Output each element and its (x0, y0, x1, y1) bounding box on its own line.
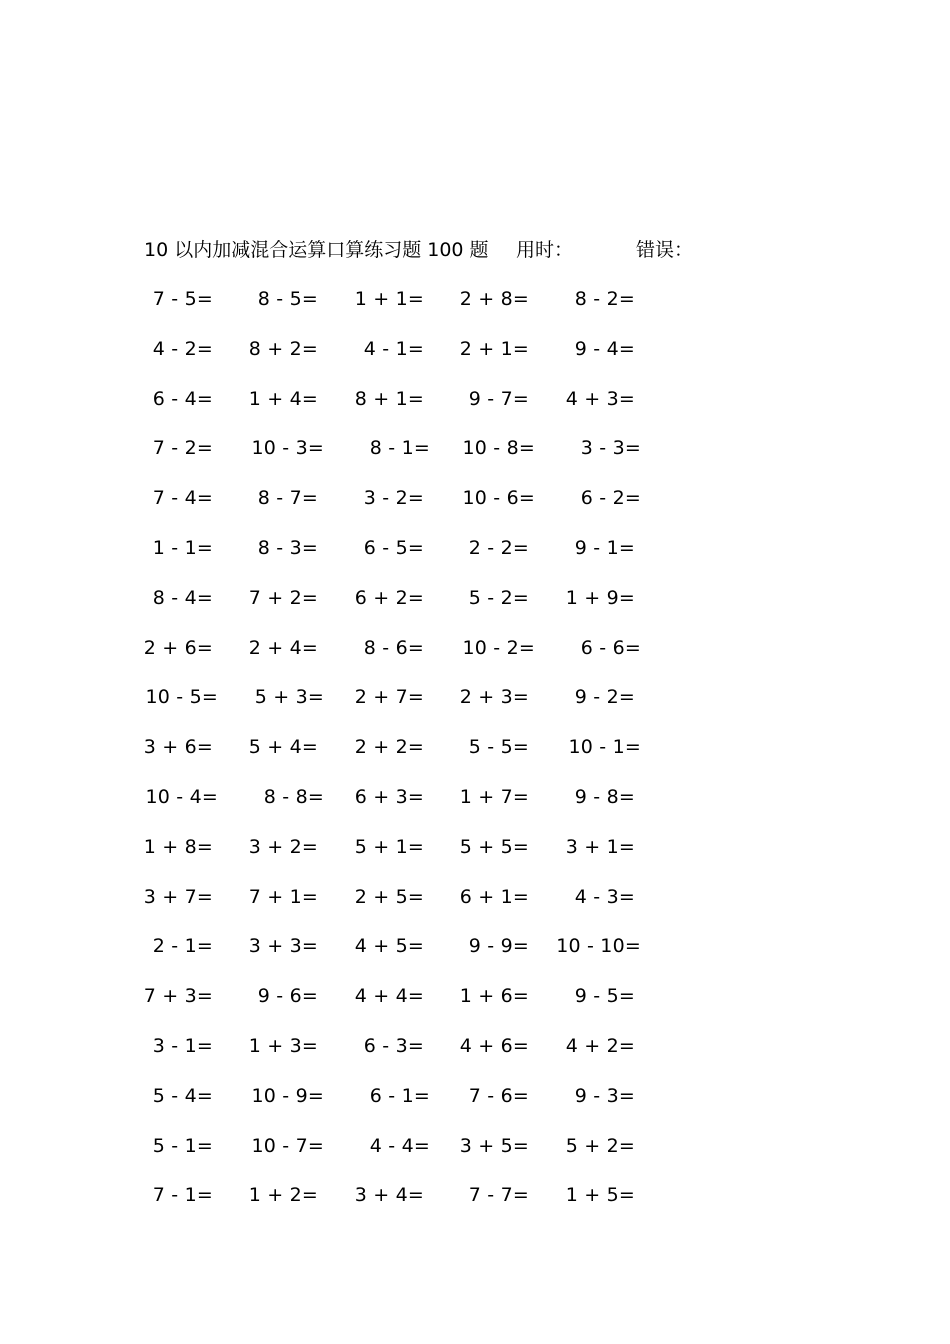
problem-r17-c2: 10 - 9= (251, 1084, 324, 1107)
problem-r19-c4: 7 - 7= (468, 1184, 529, 1207)
problem-r18-c5: 5 + 2= (565, 1134, 635, 1157)
problem-r6-c1: 1 - 1= (152, 537, 213, 559)
problem-r19-c3: 3 + 4= (354, 1184, 424, 1207)
problem-r4-c5: 3 - 3= (580, 437, 641, 460)
problem-r5-c1: 7 - 4= (152, 487, 213, 510)
problem-r7-c4: 5 - 2= (468, 586, 529, 609)
problem-r8-c3: 8 - 6= (363, 636, 424, 659)
problem-r1-c4: 2 + 8= (459, 288, 529, 310)
problem-r7-c1: 8 - 4= (152, 586, 213, 609)
problem-r2-c2: 8 + 2= (248, 337, 318, 360)
problem-r7-c2: 7 + 2= (248, 586, 318, 609)
problem-r18-c4: 3 + 5= (459, 1134, 529, 1157)
problem-r10-c3: 2 + 2= (354, 736, 424, 759)
problem-r10-c2: 5 + 4= (248, 736, 318, 759)
problem-r13-c5: 4 - 3= (574, 885, 635, 908)
problem-r7-c5: 1 + 9= (565, 586, 635, 609)
time-used-label: 用时： (516, 239, 574, 261)
problem-r15-c1: 7 + 3= (143, 985, 213, 1008)
worksheet-title: 10 以内加减混合运算口算练习题 100 题 (144, 239, 489, 261)
problem-r15-c4: 1 + 6= (459, 985, 529, 1008)
problem-r12-c1: 1 + 8= (143, 835, 213, 858)
problem-r9-c4: 2 + 3= (459, 686, 529, 709)
problem-r6-c2: 8 - 3= (257, 537, 318, 559)
problem-r1-c2: 8 - 5= (257, 288, 318, 310)
problem-r14-c5: 10 - 10= (556, 935, 641, 958)
problem-r5-c4: 10 - 6= (462, 487, 535, 510)
problem-r8-c4: 10 - 2= (462, 636, 535, 659)
problem-r3-c5: 4 + 3= (565, 387, 635, 410)
problem-r16-c5: 4 + 2= (565, 1035, 635, 1057)
problem-r17-c5: 9 - 3= (574, 1084, 635, 1107)
problem-r11-c4: 1 + 7= (459, 786, 529, 808)
problem-r10-c4: 5 - 5= (468, 736, 529, 759)
problem-r6-c4: 2 - 2= (468, 537, 529, 559)
problem-r10-c1: 3 + 6= (143, 736, 213, 759)
problem-r11-c5: 9 - 8= (574, 786, 635, 808)
problem-r11-c3: 6 + 3= (354, 786, 424, 808)
problem-r10-c5: 10 - 1= (568, 736, 641, 759)
problem-r5-c2: 8 - 7= (257, 487, 318, 510)
error-count-label: 错误： (636, 239, 694, 261)
problem-r14-c3: 4 + 5= (354, 935, 424, 958)
problem-r8-c5: 6 - 6= (580, 636, 641, 659)
problem-r4-c3: 8 - 1= (369, 437, 430, 460)
problem-r15-c3: 4 + 4= (354, 985, 424, 1008)
problem-r12-c2: 3 + 2= (248, 835, 318, 858)
problem-r17-c3: 6 - 1= (369, 1084, 430, 1107)
problem-r11-c1: 10 - 4= (145, 786, 218, 808)
problem-r6-c5: 9 - 1= (574, 537, 635, 559)
problem-r8-c2: 2 + 4= (248, 636, 318, 659)
problem-r15-c5: 9 - 5= (574, 985, 635, 1008)
problem-r12-c3: 5 + 1= (354, 835, 424, 858)
problem-r13-c1: 3 + 7= (143, 885, 213, 908)
problem-r3-c1: 6 - 4= (152, 387, 213, 410)
problem-r18-c1: 5 - 1= (152, 1134, 213, 1157)
problem-r18-c2: 10 - 7= (251, 1134, 324, 1157)
problem-r4-c1: 7 - 2= (152, 437, 213, 460)
problem-r9-c1: 10 - 5= (145, 686, 218, 709)
problem-r9-c5: 9 - 2= (574, 686, 635, 709)
problem-r13-c2: 7 + 1= (248, 885, 318, 908)
problem-r2-c5: 9 - 4= (574, 337, 635, 360)
problem-r2-c4: 2 + 1= (459, 337, 529, 360)
problem-r2-c1: 4 - 2= (152, 337, 213, 360)
problem-r6-c3: 6 - 5= (363, 537, 424, 559)
problem-r9-c3: 2 + 7= (354, 686, 424, 709)
problem-r14-c1: 2 - 1= (152, 935, 213, 958)
problem-r19-c1: 7 - 1= (152, 1184, 213, 1207)
problem-r3-c2: 1 + 4= (248, 387, 318, 410)
problem-r1-c5: 8 - 2= (574, 288, 635, 310)
problem-r18-c3: 4 - 4= (369, 1134, 430, 1157)
problem-r11-c2: 8 - 8= (263, 786, 324, 808)
problem-r4-c2: 10 - 3= (251, 437, 324, 460)
problem-r14-c2: 3 + 3= (248, 935, 318, 958)
problem-r19-c2: 1 + 2= (248, 1184, 318, 1207)
problem-r1-c3: 1 + 1= (354, 288, 424, 310)
problem-r4-c4: 10 - 8= (462, 437, 535, 460)
problem-r12-c4: 5 + 5= (459, 835, 529, 858)
problem-r15-c2: 9 - 6= (257, 985, 318, 1008)
problem-r5-c5: 6 - 2= (580, 487, 641, 510)
problem-r13-c4: 6 + 1= (459, 885, 529, 908)
problem-r3-c4: 9 - 7= (468, 387, 529, 410)
problem-r16-c4: 4 + 6= (459, 1035, 529, 1057)
problem-r3-c3: 8 + 1= (354, 387, 424, 410)
problem-r7-c3: 6 + 2= (354, 586, 424, 609)
problem-r13-c3: 2 + 5= (354, 885, 424, 908)
problem-r1-c1: 7 - 5= (152, 288, 213, 310)
problem-r5-c3: 3 - 2= (363, 487, 424, 510)
problem-r19-c5: 1 + 5= (565, 1184, 635, 1207)
problem-r12-c5: 3 + 1= (565, 835, 635, 858)
problem-r14-c4: 9 - 9= (468, 935, 529, 958)
problem-r17-c4: 7 - 6= (468, 1084, 529, 1107)
problem-r16-c3: 6 - 3= (363, 1035, 424, 1057)
problem-r9-c2: 5 + 3= (254, 686, 324, 709)
problem-r16-c2: 1 + 3= (248, 1035, 318, 1057)
problem-r17-c1: 5 - 4= (152, 1084, 213, 1107)
problem-r16-c1: 3 - 1= (152, 1035, 213, 1057)
problem-r8-c1: 2 + 6= (143, 636, 213, 659)
problem-r2-c3: 4 - 1= (363, 337, 424, 360)
